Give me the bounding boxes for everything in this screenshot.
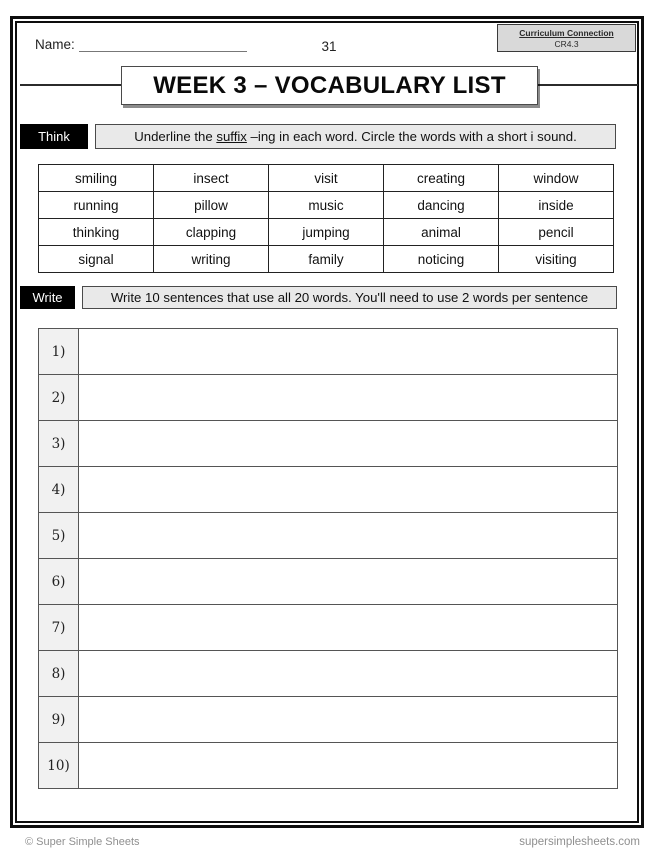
sentence-number: 6) xyxy=(39,559,79,605)
curriculum-connection-title: Curriculum Connection xyxy=(519,28,614,38)
sentence-line xyxy=(79,559,618,605)
sentence-line xyxy=(79,329,618,375)
sentence-line xyxy=(79,467,618,513)
write-label: Write xyxy=(20,286,75,309)
sentence-line xyxy=(79,605,618,651)
sentence-number: 9) xyxy=(39,697,79,743)
sentence-line xyxy=(79,743,618,789)
sentence-row xyxy=(39,697,618,743)
word-cell: visiting xyxy=(499,246,614,273)
word-cell: pencil xyxy=(499,219,614,246)
sentence-number: 5) xyxy=(39,513,79,559)
word-cell: insect xyxy=(154,165,269,192)
think-instruction-post: –ing in each word. Circle the words with a short i sound. xyxy=(246,129,577,144)
sentence-row xyxy=(39,605,618,651)
word-cell: dancing xyxy=(384,192,499,219)
curriculum-connection-code: CR4.3 xyxy=(554,39,579,50)
word-table-row xyxy=(39,192,614,219)
word-cell: animal xyxy=(384,219,499,246)
sentence-number: 4) xyxy=(39,467,79,513)
sentence-number: 3) xyxy=(39,421,79,467)
sentence-row xyxy=(39,651,618,697)
word-cell: pillow xyxy=(154,192,269,219)
word-table-row xyxy=(39,165,614,192)
word-cell: visit xyxy=(269,165,384,192)
sentence-line xyxy=(79,421,618,467)
footer-copyright: © Super Simple Sheets xyxy=(25,836,140,848)
sentence-line xyxy=(79,651,618,697)
curriculum-connection-box xyxy=(497,24,636,52)
think-label: Think xyxy=(20,124,88,149)
word-cell: creating xyxy=(384,165,499,192)
word-cell: signal xyxy=(39,246,154,273)
sentence-line xyxy=(79,513,618,559)
sentence-row xyxy=(39,559,618,605)
sentence-number: 10) xyxy=(39,743,79,789)
word-cell: music xyxy=(269,192,384,219)
think-instruction-pre: Underline the xyxy=(134,129,217,144)
write-instruction: Write 10 sentences that use all 20 words. You'll need to use 2 words per sentence xyxy=(82,286,617,309)
word-table-row xyxy=(39,219,614,246)
word-cell: noticing xyxy=(384,246,499,273)
footer-website: supersimplesheets.com xyxy=(519,836,640,848)
word-cell: clapping xyxy=(154,219,269,246)
sentence-line xyxy=(79,375,618,421)
word-cell: running xyxy=(39,192,154,219)
sentence-row xyxy=(39,513,618,559)
sentence-number: 1) xyxy=(39,329,79,375)
word-cell: thinking xyxy=(39,219,154,246)
word-cell: smiling xyxy=(39,165,154,192)
sentence-number: 8) xyxy=(39,651,79,697)
sentence-number: 2) xyxy=(39,375,79,421)
sentence-number: 7) xyxy=(39,605,79,651)
name-label: Name: xyxy=(35,37,75,52)
sentence-row xyxy=(39,467,618,513)
vocabulary-word-table xyxy=(38,164,614,273)
sentence-row xyxy=(39,421,618,467)
sentence-line xyxy=(79,697,618,743)
sentence-row xyxy=(39,329,618,375)
think-instruction xyxy=(95,124,616,149)
page-title: WEEK 3 – VOCABULARY LIST xyxy=(121,66,538,105)
word-table-row xyxy=(39,246,614,273)
sentence-row xyxy=(39,375,618,421)
word-cell: window xyxy=(499,165,614,192)
sentence-row xyxy=(39,743,618,789)
think-instruction-suffix-word: suffix xyxy=(216,129,247,144)
page-number: 31 xyxy=(321,39,337,54)
word-cell: writing xyxy=(154,246,269,273)
word-cell: inside xyxy=(499,192,614,219)
sentence-lines-table xyxy=(38,328,618,789)
word-cell: jumping xyxy=(269,219,384,246)
word-cell: family xyxy=(269,246,384,273)
